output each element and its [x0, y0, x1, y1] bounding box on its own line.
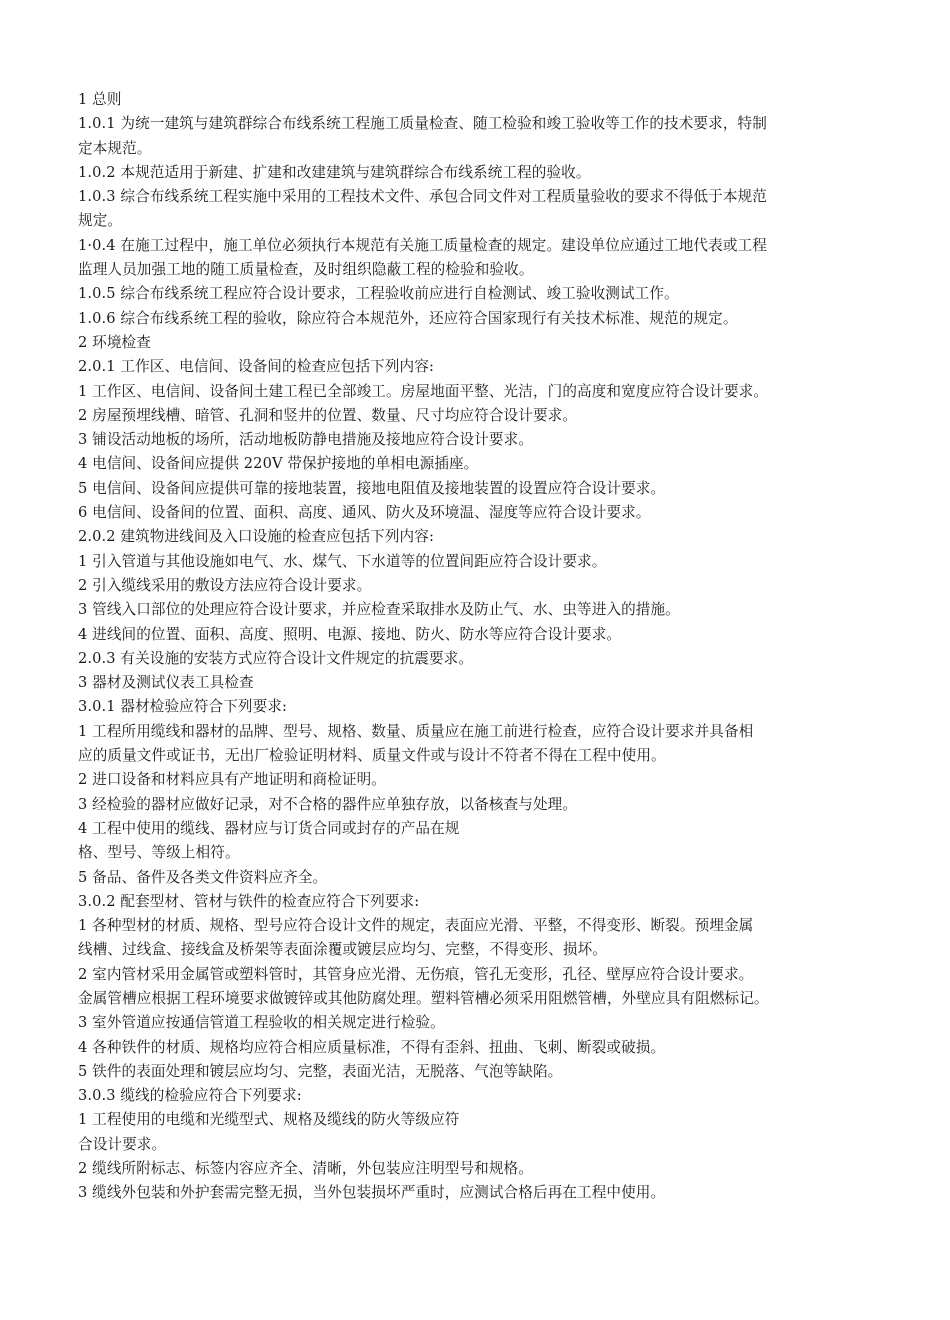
section-heading: 2 环境检查 — [78, 333, 151, 351]
list-item: 格、型号、等级上相符。 — [78, 844, 240, 862]
list-item: 6 电信间、设备间的位置、面积、高度、通风、防火及环境温、湿度等应符合设计要求。 — [78, 504, 651, 522]
document-page — [78, 88, 868, 1206]
list-item: 3 管线入口部位的处理应符合设计要求，并应检查采取排水及防止气、水、虫等进入的措施。 — [78, 601, 680, 619]
list-item: 2 引入缆线采用的敷设方法应符合设计要求。 — [78, 576, 372, 594]
section-heading: 3 器材及测试仪表工具检查 — [78, 674, 254, 692]
list-item: 应的质量文件或证书，无出厂检验证明材料、质量文件或与设计不符者不得在工程中使用。 — [78, 747, 666, 765]
list-item: 4 各种铁件的材质、规格均应符合相应质量标准，不得有歪斜、扭曲、飞刺、断裂或破损。 — [78, 1038, 666, 1056]
list-item: 3 缆线外包装和外护套需完整无损，当外包装损坏严重时，应测试合格后再在工程中使用。 — [78, 1184, 666, 1202]
list-item: 1 工程所用缆线和器材的品牌、型号、规格、数量、质量应在施工前进行检查，应符合设计要求并具备相 — [78, 722, 754, 740]
list-item: 1 各种型材的材质、规格、型号应符合设计文件的规定，表面应光滑、平整，不得变形、断裂。预埋金属 — [78, 917, 754, 935]
paragraph-line: 规定。 — [78, 212, 123, 230]
paragraph-line: 2.0.3 有关设施的安装方式应符合设计文件规定的抗震要求。 — [78, 649, 474, 667]
paragraph-line: 2.0.1 工作区、电信间、设备间的检查应包括下列内容: — [78, 358, 434, 376]
list-item: 1 工作区、电信间、设备间土建工程已全部竣工。房屋地面平整、光洁，门的高度和宽度应符合设计要求。 — [78, 382, 769, 400]
paragraph-line: 1.0.6 综合布线系统工程的验收，除应符合本规范外，还应符合国家现行有关技术标准、规范的规定。 — [78, 309, 738, 327]
list-item: 4 电信间、设备间应提供 220V 带保护接地的单相电源插座。 — [78, 455, 479, 473]
list-item: 2 房屋预埋线槽、暗管、孔洞和竖井的位置、数量、尺寸均应符合设计要求。 — [78, 406, 578, 424]
list-item: 3 室外管道应按通信管道工程验收的相关规定进行检验。 — [78, 1014, 445, 1032]
paragraph-line: 监理人员加强工地的随工质量检查，及时组织隐蔽工程的检验和验收。 — [78, 261, 534, 279]
list-item: 5 备品、备件及各类文件资料应齐全。 — [78, 868, 328, 886]
list-item: 线槽、过线盒、接线盒及桥架等表面涂覆或镀层应均匀、完整，不得变形、损坏。 — [78, 941, 607, 959]
paragraph-line: 1·0.4 在施工过程中，施工单位必须执行本规范有关施工质量检查的规定。建设单位应通过工地代表或工程 — [78, 236, 767, 254]
section-heading: 1 总则 — [78, 91, 122, 108]
paragraph-line: 1.0.5 综合布线系统工程应符合设计要求，工程验收前应进行自检测试、竣工验收测试工作。 — [78, 285, 679, 303]
list-item: 4 进线间的位置、面积、高度、照明、电源、接地、防火、防水等应符合设计要求。 — [78, 625, 622, 643]
paragraph-line: 1.0.2 本规范适用于新建、扩建和改建建筑与建筑群综合布线系统工程的验收。 — [78, 163, 591, 181]
list-item: 4 工程中使用的缆线、器材应与订货合同或封存的产品在规 — [78, 819, 460, 837]
list-item: 5 铁件的表面处理和镀层应均匀、完整，表面光洁，无脱落、气泡等缺陷。 — [78, 1062, 563, 1080]
paragraph-line: 2.0.2 建筑物进线间及入口设施的检查应包括下列内容: — [78, 528, 434, 546]
list-item: 3 经检验的器材应做好记录，对不合格的器件应单独存放，以备核查与处理。 — [78, 795, 578, 813]
paragraph-line: 1.0.3 综合布线系统工程实施中采用的工程技术文件、承包合同文件对工程质量验收的要求不得低于本规范 — [78, 188, 767, 206]
list-item: 合设计要求。 — [78, 1135, 167, 1153]
list-item: 2 缆线所附标志、标签内容应齐全、清晰，外包装应注明型号和规格。 — [78, 1160, 533, 1178]
list-item: 金属管槽应根据工程环境要求做镀锌或其他防腐处理。塑料管槽必须采用阻燃管槽，外壁应具有阻燃标记。 — [78, 989, 769, 1007]
paragraph-line: 3.0.2 配套型材、管材与铁件的检查应符合下列要求: — [78, 892, 420, 910]
list-item: 2 室内管材采用金属管或塑料管时，其管身应光滑、无伤痕，管孔无变形，孔径、壁厚应符合设计要求。 — [78, 965, 754, 983]
list-item: 1 工程使用的电缆和光缆型式、规格及缆线的防火等级应符 — [78, 1111, 460, 1129]
paragraph-line: 定本规范。 — [78, 139, 152, 157]
list-item: 1 引入管道与其他设施如电气、水、煤气、下水道等的位置间距应符合设计要求。 — [78, 552, 607, 570]
paragraph-line: 1.0.1 为统一建筑与建筑群综合布线系统工程施工质量检查、随工检验和竣工验收等工作的技术要求，特制 — [78, 115, 767, 133]
paragraph-line: 3.0.1 器材检验应符合下列要求: — [78, 698, 288, 716]
list-item: 3 铺设活动地板的场所，活动地板防静电措施及接地应符合设计要求。 — [78, 431, 533, 449]
paragraph-line: 3.0.3 缆线的检验应符合下列要求: — [78, 1087, 302, 1105]
list-item: 2 进口设备和材料应具有产地证明和商检证明。 — [78, 771, 387, 789]
list-item: 5 电信间、设备间应提供可靠的接地装置，接地电阻值及接地装置的设置应符合设计要求。 — [78, 479, 666, 497]
